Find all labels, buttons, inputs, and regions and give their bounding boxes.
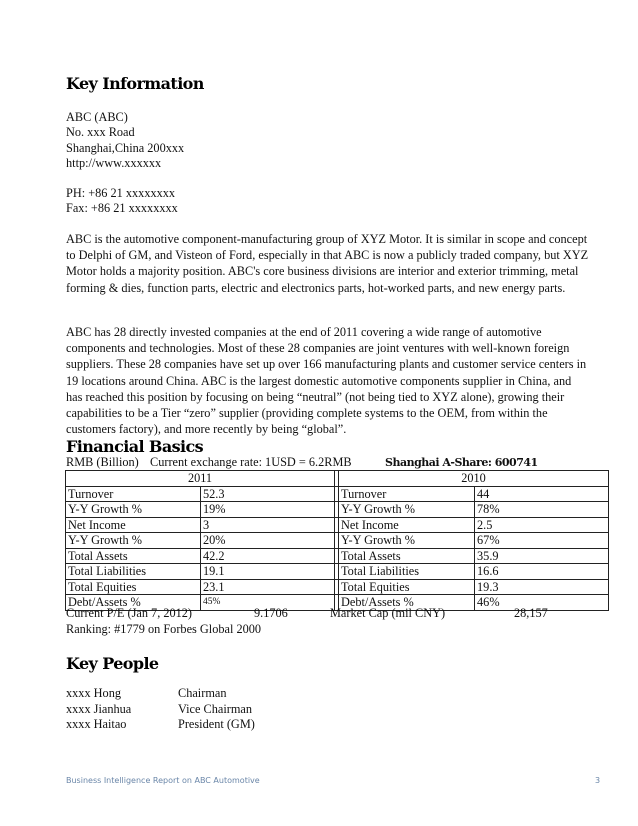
metric-label-2010: Y-Y Growth % <box>339 502 475 518</box>
financial-row <box>66 517 609 533</box>
metric-label-2011: Total Equities <box>66 579 201 595</box>
metric-value-2010: 16.6 <box>475 564 609 580</box>
key-people-list <box>66 686 366 733</box>
metric-value-2010: 2.5 <box>475 517 609 533</box>
metric-value-2011: 23.1 <box>201 579 335 595</box>
metric-label-2011: Debt/Assets % <box>66 595 201 611</box>
year-header-row <box>66 471 609 487</box>
share-code: Shanghai A-Share: 600741 <box>385 456 538 469</box>
metric-label-2010: Y-Y Growth % <box>339 533 475 549</box>
person-title: Vice Chairman <box>178 701 253 716</box>
metric-value-2010: 67% <box>475 533 609 549</box>
person-title: Chairman <box>178 686 227 700</box>
website-link[interactable]: http://www.xxxxxx <box>66 155 162 170</box>
financial-row <box>66 533 609 549</box>
year-2010-header: 2010 <box>339 471 609 487</box>
metric-value-2011: 19.1 <box>201 564 335 580</box>
metric-value-2011: 19% <box>201 502 335 518</box>
person-row <box>66 686 366 702</box>
footer-page-number: 3 <box>595 776 601 785</box>
address-line: Shanghai,China 200xxx <box>66 140 185 155</box>
metric-label-2011: Total Assets <box>66 548 201 564</box>
metric-value-2010: 46% <box>475 595 609 611</box>
metric-label-2010: Total Liabilities <box>339 564 475 580</box>
financial-footer <box>66 606 586 637</box>
person-row <box>66 702 366 718</box>
footer-report-title: Business Intelligence Report on ABC Automotive <box>66 776 260 785</box>
financial-row <box>66 564 609 580</box>
financial-row <box>66 502 609 518</box>
metric-label-2010: Debt/Assets % <box>339 595 475 611</box>
market-cap-value: 28,157 <box>514 606 548 620</box>
metric-value-2010: 78% <box>475 502 609 518</box>
pe-value: 9.1706 <box>254 606 288 620</box>
metric-label-2010: Net Income <box>339 517 475 533</box>
address-line: No. xxx Road <box>66 125 135 140</box>
metric-label-2010: Total Assets <box>339 548 475 564</box>
financial-row <box>66 548 609 564</box>
exchange-rate: Current exchange rate: 1USD = 6.2RMB <box>150 455 352 469</box>
person-name: xxxx Hong <box>66 686 121 700</box>
forbes-ranking: Ranking: #1779 on Forbes Global 2000 <box>66 621 262 636</box>
company-contact <box>66 186 586 217</box>
fax-number: Fax: +86 21 xxxxxxxx <box>66 201 178 216</box>
financial-basics-heading: Financial Basics <box>66 437 204 456</box>
person-name: xxxx Jianhua <box>66 701 132 716</box>
metric-value-2011: 42.2 <box>201 548 335 564</box>
metric-label-2010: Total Equities <box>339 579 475 595</box>
person-row <box>66 717 366 733</box>
metric-label-2010: Turnover <box>339 486 475 502</box>
key-people-heading: Key People <box>66 654 159 673</box>
market-cap-label: Market Cap (mil CNY) <box>330 606 446 620</box>
metric-value-2011: 20% <box>201 533 335 549</box>
metric-value-2010: 35.9 <box>475 548 609 564</box>
company-overview-paragraph: ABC is the automotive component-manufacturing group of XYZ Motor. It is similar in scope and concept to Delphi of GM, and Visteon of Ford, especially in that ABC is now a publicly traded company, but XYZ Motor holds a majority position. ABC's core business divisions are interior and exterior trimming, metal forming & dies, function parts, electric and electronics parts, hot-worked parts, and new energy parts. <box>66 232 589 295</box>
metric-value-2011: 52.3 <box>201 486 335 502</box>
year-2011-header: 2011 <box>66 471 335 487</box>
address-line: ABC (ABC) <box>66 110 128 124</box>
metric-label-2011: Net Income <box>66 517 201 533</box>
financial-row <box>66 486 609 502</box>
company-address <box>66 110 586 171</box>
financial-row <box>66 579 609 595</box>
metric-value-2011: 3 <box>201 517 335 533</box>
key-information-heading: Key Information <box>66 74 204 93</box>
metric-value-2010: 19.3 <box>475 579 609 595</box>
phone-number: PH: +86 21 xxxxxxxx <box>66 186 176 200</box>
metric-value-2011: 45% <box>201 595 335 611</box>
pe-label: Current P/E (Jan 7, 2012) <box>66 606 193 620</box>
person-title: President (GM) <box>178 717 255 732</box>
financial-table <box>65 470 609 611</box>
metric-label-2011: Total Liabilities <box>66 564 201 580</box>
metric-label-2011: Y-Y Growth % <box>66 502 201 518</box>
metric-label-2011: Turnover <box>66 486 201 502</box>
metric-label-2011: Y-Y Growth % <box>66 533 201 549</box>
person-name: xxxx Haitao <box>66 717 127 732</box>
company-subsidiaries-paragraph: ABC has 28 directly invested companies at the end of 2011 covering a wide range of automotive components and technologies. Most of these 28 companies are joint ventures with well-known foreign suppliers. These 28 companies have set up over 166 manufacturing plants and customer service centers in 19 locations around China. ABC is the largest domestic automotive components supplier in China, and has reached this position by focusing on being “neutral” (not being tied to XYZ alone), growing their capabilities to be a Tier “zero” supplier (providing complete systems to the OEM, from within the customers factory), and more recently by being “global”. <box>66 325 587 437</box>
currency-unit: RMB (Billion) <box>66 455 139 469</box>
metric-value-2010: 44 <box>475 486 609 502</box>
financial-subheader <box>66 455 586 471</box>
